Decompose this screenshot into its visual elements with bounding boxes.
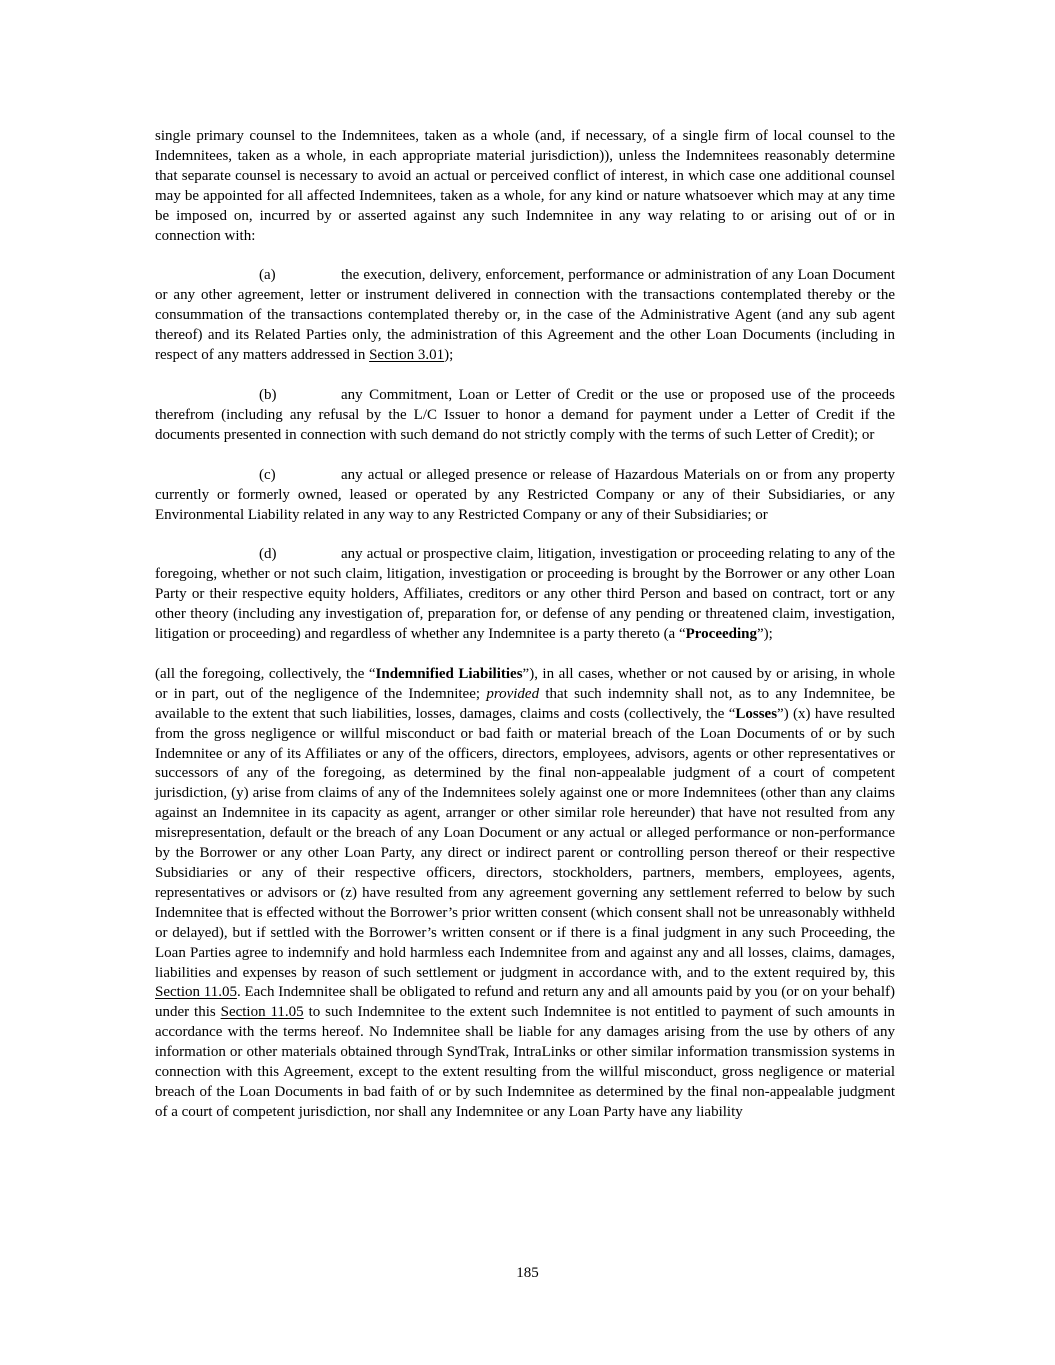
closing-text-5: . Each Indemnitee shall be obligated to refund and return any and all amounts paid by you (or on your behalf) under this bbox=[155, 984, 895, 1021]
clause-c: (c) any actual or alleged presence or release of Hazardous Materials on or from any property currently or formerly owned, leased or operated by any Restricted Company or any of their Subsidiaries, or any Environmental Liability related in any way to any Restricted Company or any of their Subsidiaries; or bbox=[155, 466, 895, 523]
clause-a: (a) the execution, delivery, enforcement, performance or administration of any Loan Document or any other agreement, letter or instrument delivered in connection with the transactions contemplated thereby or the consummation of the transactions contemplated thereby or, in the case of the Administrative Agent (and any sub agent thereof) and its Related Parties only, the administration of this Agreement and the other Loan Documents (including in respect of any matters addressed in Section 3.01); bbox=[155, 267, 895, 364]
clause-b: (b) any Commitment, Loan or Letter of Credit or the use or proposed use of the proceeds therefrom (including any refusal by the L/C Issuer to honor a demand for payment under a Letter of Credit if the documents presented in connection with such demand do not strictly comply with the terms of such Letter of Credit); or bbox=[155, 386, 895, 443]
clause-a-end: ); bbox=[444, 347, 454, 364]
defined-term-indemnified-liabilities: Indemnified Liabilities bbox=[375, 665, 523, 682]
closing-text-1: (all the foregoing, collectively, the “ bbox=[155, 665, 376, 682]
proviso-term: provided bbox=[486, 685, 540, 702]
closing-paragraph bbox=[155, 665, 895, 1123]
section-3-01-link: Section 3.01 bbox=[369, 347, 445, 364]
intro-paragraph: single primary counsel to the Indemnitees, taken as a whole (and, if necessary, of a single firm of local counsel to the Indemnitees, taken as a whole, in each appropriate material jurisdiction)), unless the Indemnitees reasonably determine that separate counsel is necessary to avoid an actual or perceived conflict of interest, in which case one additional counsel may be appointed for all affected Indemnitees, taken as a whole, for any kind or nature whatsoever which may at any time be imposed on, incurred by or asserted against any such Indemnitee in any way relating to or arising out of or in connection with: bbox=[155, 128, 895, 244]
closing-text-6: to such Indemnitee to the extent such Indemnitee is not entitled to payment of such amounts in accordance with the terms hereof. No Indemnitee shall be liable for any damages arising from the use by others of any information or other materials obtained through SyndTrak, IntraLinks or other similar information transmission systems in connection with this Agreement, except to the extent resulting from the willful misconduct, gross negligence or material breach of the Loan Documents in bad faith of or by such Indemnitee as determined by the final non-appealable judgment of a court of competent jurisdiction, nor shall any Indemnitee or any Loan Party have any liability bbox=[155, 1004, 895, 1120]
page-number: 185 bbox=[516, 1265, 539, 1281]
defined-term-proceeding: Proceeding bbox=[685, 626, 757, 643]
section-11-05-link: Section 11.05 bbox=[155, 984, 237, 1001]
page-body bbox=[155, 127, 895, 1123]
clause-a-text: the execution, delivery, enforcement, performance or administration of any Loan Document or any other agreement, letter or instrument delivered in connection with the transactions contemplated thereby or the consummation of the transactions contemplated thereby or, in the case of the Administrative Agent (and any sub agent thereof) and its Related Parties only, the administration of this Agreement and the other Loan Documents (including in respect of any matters addressed in bbox=[155, 267, 895, 364]
closing-text-2: ”), in all cases, whether or not caused by or arising, in whole or in part, out of the negligence of the Indemnitee; bbox=[155, 665, 895, 702]
section-11-05-link-2: Section 11.05 bbox=[220, 1004, 304, 1021]
closing-text-4: ”) (x) have resulted from the gross negligence or willful misconduct or bad faith or material breach of the Loan Documents of or by such Indemnitee or any of its Affiliates or any of the officers, directors, employees, advisors, agents or other representatives or successors of any of the foregoing, as determined by the final non-appealable judgment of a court of competent jurisdiction, (y) arise from claims of any of the Indemnitees solely against one or more Indemnitees (other than any claims against an Indemnitee in its capacity as agent, arranger or other similar role hereunder) that have not resulted from any misrepresentation, default or the breach of any Loan Document or any actual or alleged performance or non-performance by the Borrower or any other Loan Party, any direct or indirect parent or controlling person thereof or their respective Subsidiaries or any of their respective officers, directors, stockholders, partners, members, employees, agents, representatives or advisors or (z) have resulted from any agreement governing any settlement referred to below by such Indemnitee that is effected without the Borrower’s prior written consent (which consent shall not be unreasonably withheld or delayed), but if settled with the Borrower’s written consent or if there is a final judgment in any such Proceeding, the Loan Parties agree to indemnify and hold harmless each Indemnitee from and against any and all losses, claims, damages, liabilities and expenses by reason of such settlement or judgment in accordance with, and to the extent required by, this bbox=[155, 705, 895, 981]
clause-c-text: any actual or alleged presence or release of Hazardous Materials on or from any property currently or formerly owned, leased or operated by any Restricted Company or any of their Subsidiaries, or any Environmental Liability related in any way to any Restricted Company or any of their Subsidiaries; or bbox=[155, 466, 895, 523]
clause-d-end: ”); bbox=[757, 626, 773, 643]
clause-d: (d) any actual or prospective claim, litigation, investigation or proceeding relating to any of the foregoing, whether or not such claim, litigation, investigation or proceeding is brought by the Borrower or any other Loan Party or their respective equity holders, Affiliates, creditors or any other third Person and based on contract, tort or any other theory (including any investigation of, preparation for, or defense of any pending or threatened claim, investigation, litigation or proceeding) and regardless of whether any Indemnitee is a party thereto (a “Proceeding”); bbox=[155, 546, 895, 643]
closing-text-3: that such indemnity shall not, as to any Indemnitee, be available to the extent that such liabilities, losses, damages, claims and costs (collectively, the “ bbox=[155, 685, 895, 722]
clause-b-text: any Commitment, Loan or Letter of Credit or the use or proposed use of the proceeds therefrom (including any refusal by the L/C Issuer to honor a demand for payment under a Letter of Credit if the documents presented in connection with such demand do not strictly comply with the terms of such Letter of Credit); or bbox=[155, 386, 895, 443]
defined-term-losses: Losses bbox=[735, 705, 778, 722]
clause-d-text: any actual or prospective claim, litigation, investigation or proceeding relating to any of the foregoing, whether or not such claim, litigation, investigation or proceeding is brought by the Borrower or any other Loan Party or their respective equity holders, Affiliates, creditors or any other third Person and based on contract, tort or any other theory (including any investigation of, preparation for, or defense of any pending or threatened claim, investigation, litigation or proceeding) and regardless of whether any Indemnitee is a party thereto (a “ bbox=[155, 546, 895, 643]
